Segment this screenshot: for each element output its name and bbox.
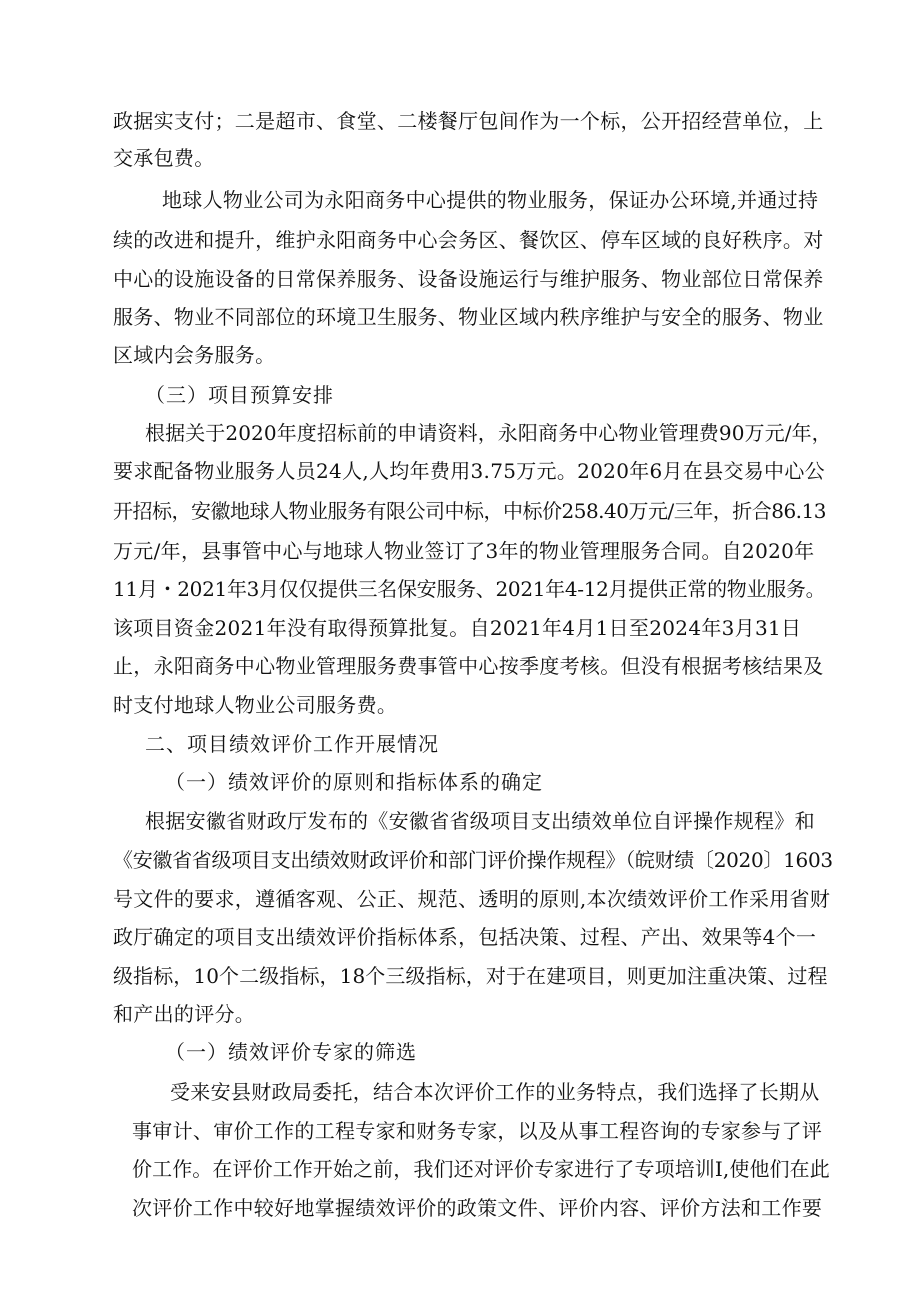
paragraph-line: 根据安徽省财政厅发布的《安徽省省级项目支出绩效单位自评操作规程》和 bbox=[145, 809, 815, 833]
paragraph-line: 区域内会务服务。 bbox=[113, 343, 276, 367]
paragraph-line: 受来安县财政局委托，结合本次评价工作的业务特点，我们选择了长期从 bbox=[170, 1080, 820, 1104]
paragraph-line: 政据实支付；二是超市、食堂、二楼餐厅包间作为一个标，公开招经营单位，上 bbox=[113, 109, 824, 133]
paragraph-line: 止，永阳商务中心物业管理服务费事管中心按季度考核。但没有根据考核结果及 bbox=[113, 654, 824, 678]
paragraph-line: 中心的设施设备的日常保养服务、设备设施运行与维护服务、物业部位日常保养 bbox=[113, 267, 824, 291]
paragraph-line: 时支付地球人物业公司服务费。 bbox=[113, 693, 398, 717]
paragraph-line: 《安徽省省级项目支出绩效财政评价和部门评价操作规程》（皖财绩〔2020〕1603 bbox=[113, 848, 833, 872]
subsection-heading: （一）绩效评价的原则和指标体系的确定 bbox=[165, 770, 543, 794]
section-heading: 二、项目绩效评价工作开展情况 bbox=[145, 732, 439, 756]
paragraph-line: 开招标，安徽地球人物业服务有限公司中标，中标价258.40万元/三年，折合86.13 bbox=[113, 499, 826, 523]
paragraph-line: 根据关于2020年度招标前的申请资料，永阳商务中心物业管理费90万元/年， bbox=[145, 421, 832, 445]
paragraph-line: 价工作。在评价工作开始之前，我们还对评价专家进行了专项培训I,使他们在此 bbox=[132, 1157, 830, 1181]
section-heading: （三）项目预算安排 bbox=[145, 383, 334, 407]
paragraph-line: 级指标，10个二级指标，18个三级指标，对于在建项目，则更加注重决策、过程 bbox=[113, 964, 828, 988]
paragraph-line: 号文件的要求，遵循客观、公正、规范、透明的原则,本次绩效评价工作采用省财 bbox=[113, 887, 831, 911]
paragraph-line: 该项目资金2021年没有取得预算批复。自2021年4月1日至2024年3月31日 bbox=[113, 616, 802, 640]
paragraph-line: 次评价工作中较好地掌握绩效评价的政策文件、评价内容、评价方法和工作要 bbox=[132, 1196, 823, 1220]
paragraph-line: 服务、物业不同部位的环境卫生服务、物业区域内秩序维护与安全的服务、物业 bbox=[113, 305, 824, 329]
paragraph-line: 地球人物业公司为永阳商务中心提供的物业服务，保证办公环境,并通过持 bbox=[162, 188, 819, 212]
paragraph-line: 事审计、审价工作的工程专家和财务专家，以及从事工程咨询的专家参与了评 bbox=[132, 1119, 823, 1143]
subsection-heading: （一）绩效评价专家的筛选 bbox=[165, 1040, 417, 1064]
paragraph-line: 要求配备物业服务人员24人,人均年费用3.75万元。2020年6月在县交易中心公 bbox=[113, 459, 825, 483]
paragraph-line: 万元/年，县事管中心与地球人物业签订了3年的物业管理服务合同。自2020年 bbox=[113, 539, 815, 563]
paragraph-line: 交承包费。 bbox=[113, 146, 215, 170]
paragraph-line: 政厅确定的项目支出绩效评价指标体系，包括决策、过程、产出、效果等4个一 bbox=[113, 925, 817, 949]
paragraph-line: 和产出的评分。 bbox=[113, 1002, 256, 1026]
paragraph-line: 续的改进和提升，维护永阳商务中心会务区、餐饮区、停车区域的良好秩序。对 bbox=[113, 228, 824, 252]
paragraph-line: 11月・2021年3月仅仅提供三名保安服务、2021年4-12月提供正常的物业服务。 bbox=[113, 577, 826, 601]
